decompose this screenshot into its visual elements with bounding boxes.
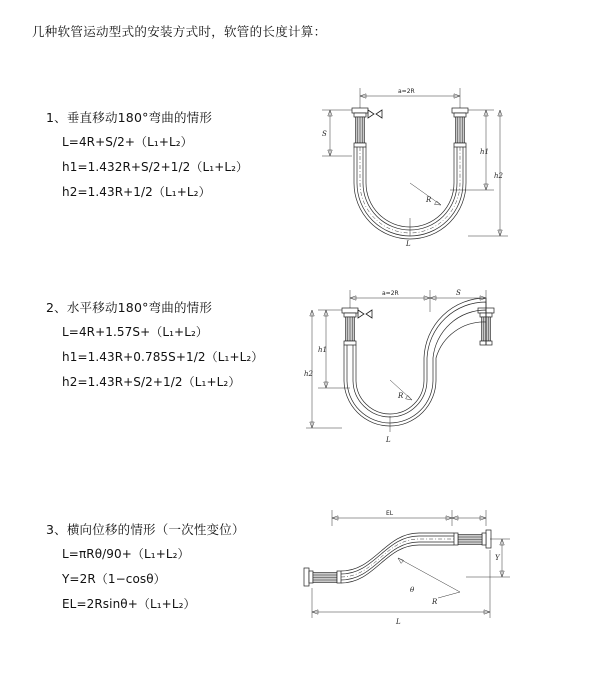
section-1-formula-2: h1=1.432R+S/2+1/2（L₁+L₂）	[62, 160, 249, 174]
figure-2-label-top-dim: a=2R	[382, 290, 399, 297]
section-3-formula-3: EL=2Rsinθ+（L₁+L₂）	[62, 597, 196, 611]
figure-1-label-radius: R	[426, 196, 432, 204]
figure-2-label-radius: R	[398, 392, 404, 400]
figure-3-label-radius: R	[432, 598, 438, 606]
intro-text: 几种软管运动型式的安装方式时，软管的长度计算：	[32, 24, 327, 39]
figure-2-label-h1: h1	[318, 346, 327, 354]
figure-1-label-bottom: L	[406, 240, 411, 248]
figure-2-label-h2: h2	[304, 370, 313, 378]
figure-3-label-bottom: L	[396, 618, 401, 626]
figure-3-label-top-dim: EL	[386, 510, 394, 517]
figure-1-label-h2: h2	[494, 172, 503, 180]
figure-1-label-stroke: S	[322, 130, 327, 138]
section-3-text	[46, 520, 311, 620]
figure-3-label-angle: θ	[410, 586, 415, 594]
figure-3-lateral-offset	[290, 500, 540, 640]
section-1-text	[46, 108, 311, 208]
section-1-formula-1: L=4R+S/2+（L₁+L₂）	[62, 135, 193, 149]
section-1-title: 1、垂直移动180°弯曲的情形	[46, 110, 213, 125]
section-2-text	[46, 298, 311, 398]
figure-1-drawing	[300, 78, 530, 268]
figure-3-label-offset: Y	[495, 554, 500, 562]
figure-3-drawing	[290, 500, 540, 640]
figure-2-label-bottom: L	[386, 436, 391, 444]
figure-1-label-top-dim: a=2R	[398, 88, 415, 95]
figure-1-vertical-180	[300, 78, 530, 268]
figure-1-label-h1: h1	[480, 148, 489, 156]
section-2-formula-1: L=4R+1.57S+（L₁+L₂）	[62, 325, 209, 339]
figure-2-drawing	[300, 280, 530, 470]
section-2-title: 2、水平移动180°弯曲的情形	[46, 300, 213, 315]
section-3-formula-2: Y=2R（1−cosθ）	[62, 572, 166, 586]
section-2-formula-2: h1=1.43R+0.785S+1/2（L₁+L₂）	[62, 350, 264, 364]
section-3-formula-1: L=πRθ/90+（L₁+L₂）	[62, 547, 190, 561]
figure-2-horizontal-180	[300, 280, 530, 470]
figure-2-label-stroke-dim: S	[456, 289, 461, 297]
section-1-formula-3: h2=1.43R+1/2（L₁+L₂）	[62, 185, 211, 199]
section-3-title: 3、横向位移的情形（一次性变位）	[46, 522, 245, 537]
section-2-formula-3: h2=1.43R+S/2+1/2（L₁+L₂）	[62, 375, 241, 389]
